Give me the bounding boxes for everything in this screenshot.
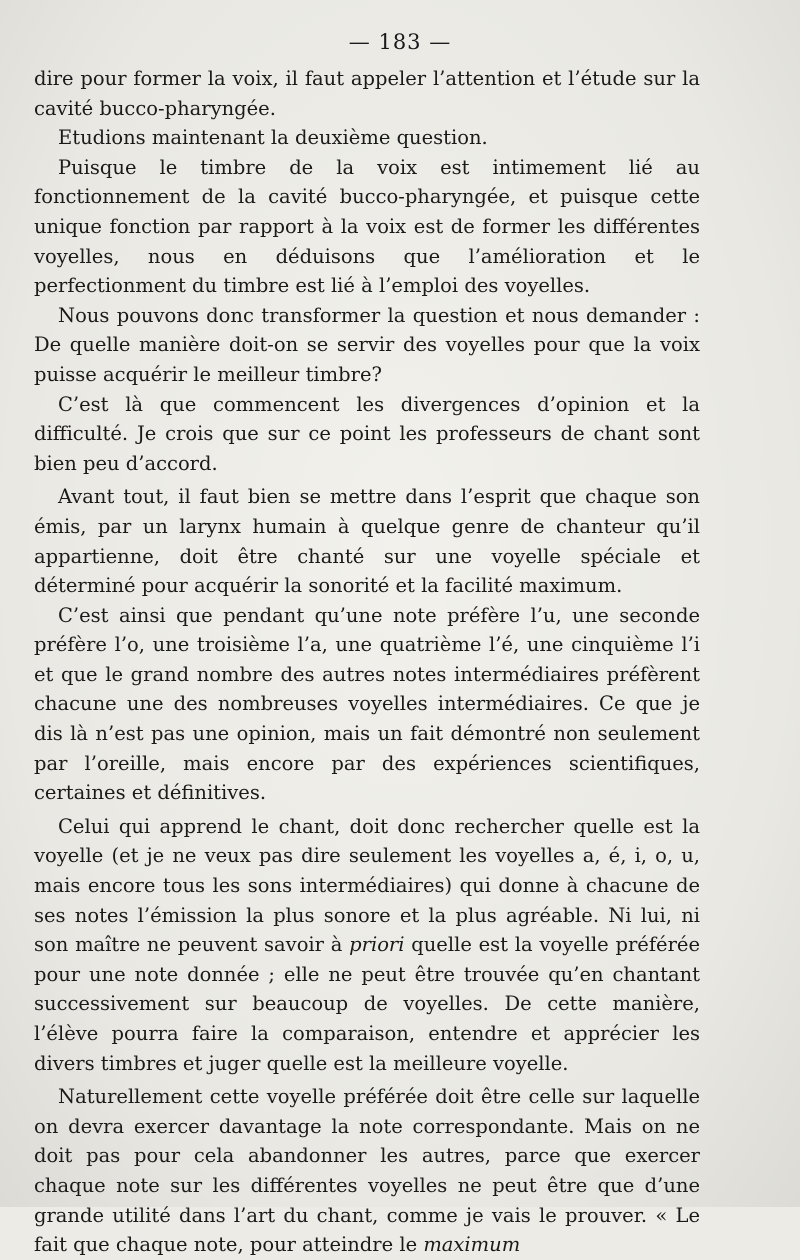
body-text	[34, 64, 700, 1260]
paragraph: Etudions maintenant la deuxième question.	[58, 126, 488, 150]
paragraph-text: Celui qui apprend le chant, doit donc rechercher quelle est la voyelle (et je ne veux pas dire seulement les voyelles a, é, i, o, u, mais encore tous les sons intermédiaires) qui donne à chacune de ses notes l’émission la plus sonore et la plus agréable. Ni lui, ni son maître ne peuvent savoir à	[34, 814, 700, 957]
paragraph: C’est là que commencent les divergences d’opinion et la difficulté. Je crois que sur ce point les professeurs de chant sont bien peu d’accord.	[34, 392, 700, 475]
paragraph-text: Naturellement cette voyelle préférée doit être celle sur laquelle on devra exercer davantage la note correspondante. Mais on ne doit pas pour cela abandonner les autres, parce que exercer chaque note sur les différentes voyelles ne peut être que d’une grande utilité dans l’art du chant, comme je vais le prouver. « Le fait que chaque note, pour atteindre le	[34, 1085, 700, 1257]
paragraph	[34, 812, 700, 1078]
italic-term: priori	[349, 933, 405, 957]
paragraph: Nous pouvons donc transformer la question et nous demander : De quelle manière doit-on se servir des voyelles pour que la voix puisse acquérir le meilleur timbre?	[34, 303, 700, 386]
paragraph: C’est ainsi que pendant qu’une note préfère l’u, une seconde préfère l’o, une troisième l’a, une quatrième l’é, une cinquième l’i et que le grand nombre des autres notes intermédiaires préfèrent chacune une des nombreuses voyelles intermédiaires. Ce que je dis là n’est pas une opinion, mais un fait démontré non seulement par l’oreille, mais encore par des expériences scientifiques, certaines et définitives.	[34, 603, 700, 805]
paragraph-text: quelle est la voyelle préférée pour une note donnée ; elle ne peut être trouvée qu’en chantant successivement sur beaucoup de voyelles. De cette manière, l’élève pourra faire la comparaison, entendre et apprécier les divers timbres et juger quelle est la meilleure voyelle.	[34, 933, 700, 1075]
italic-term: maximum	[423, 1233, 521, 1257]
paragraph	[34, 1082, 700, 1260]
paragraph: dire pour former la voix, il faut appeler l’attention et l’étude sur la cavité bucco-pharyngée.	[34, 67, 700, 120]
paragraph: Puisque le timbre de la voix est intimement lié au fonctionnement de la cavité bucco-pharyngée, et puisque cette unique fonction par rapport à la voix est de former les différentes voyelles, nous en déduisons que l’amélioration et le perfectionment du timbre est lié à l’emploi des voyelles.	[34, 155, 700, 298]
paragraph: Avant tout, il faut bien se mettre dans l’esprit que chaque son émis, par un larynx humain à quelque genre de chanteur qu’il appartienne, doit être chanté sur une voyelle spéciale et déterminé pour acquérir la sonorité et la facilité maximum.	[34, 485, 700, 598]
page-number: — 183 —	[348, 30, 452, 54]
